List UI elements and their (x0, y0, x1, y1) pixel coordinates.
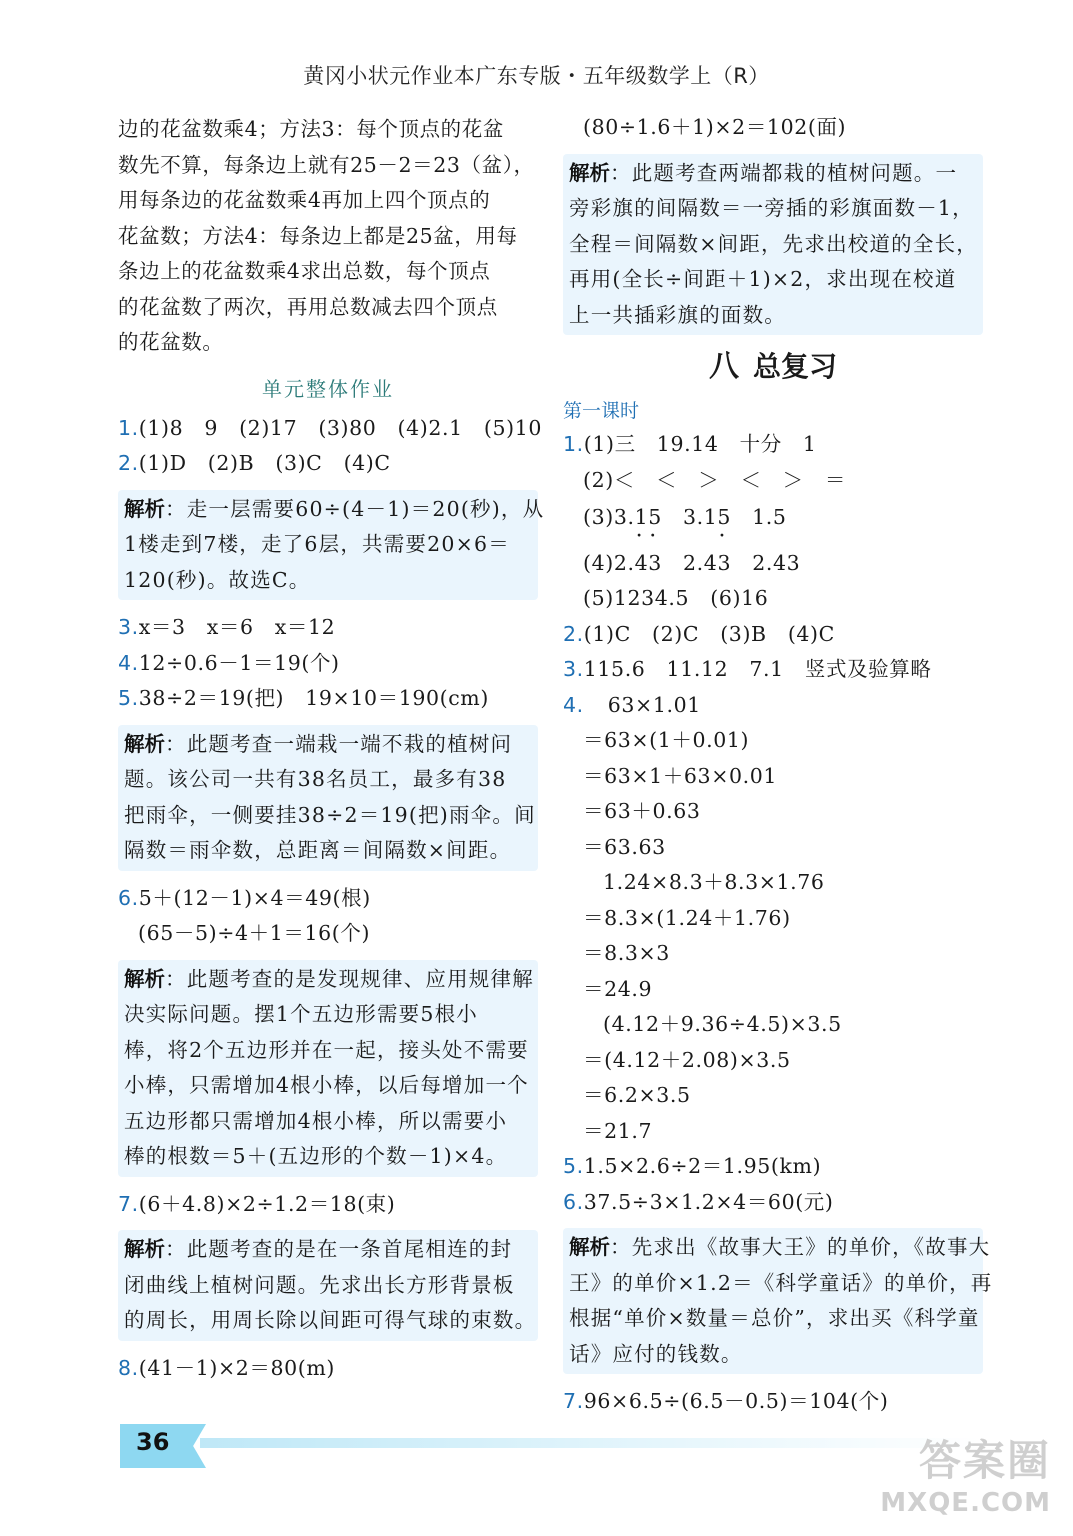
answer-2 (563, 617, 983, 653)
answer-text: 2.4 (661, 550, 718, 575)
question-number: 2. (563, 621, 584, 646)
answer-text: 38÷2＝19(把) 19×10＝190(cm) (138, 686, 489, 710)
answer-1 (118, 411, 543, 447)
text-line: 五边形都只需增加4根小棒，所以需要小 (124, 1108, 508, 1133)
answer-text: (1)8 9 (2)17 (3)80 (4)2.1 (5)10 (138, 415, 543, 440)
analysis-label: 解析 (569, 1235, 610, 1259)
text-line: 条边上的花盆数乘4求出总数，每个顶点 (118, 259, 491, 283)
answer-text: 5＋(12－1)×4＝49(根) (138, 885, 371, 910)
page-number: 36 (136, 1428, 170, 1456)
page-header: 黄冈小状元作业本广东专版・五年级数学上（R） (303, 64, 770, 88)
unit-homework-subtitle: 单元整体作业 (262, 376, 394, 401)
answer-text: (65－5)÷4＋1＝16(个) (138, 921, 371, 945)
question-number: 8. (118, 1355, 139, 1380)
answer-4 (563, 688, 983, 724)
watermark (880, 1428, 1051, 1518)
repeat-digit: · 3 (717, 546, 731, 582)
calc-step: ＝63×(1＋0.01) (583, 728, 750, 752)
calc-step: ＝(4.12＋2.08)×3.5 (583, 1047, 791, 1072)
answer-7 (118, 1187, 538, 1223)
question-number: 3. (563, 657, 584, 681)
answer-5 (118, 681, 538, 717)
answer-text: (6＋4.8)×2÷1.2＝18(束) (138, 1191, 396, 1216)
answer-text: 96×6.5÷(6.5－0.5)＝104(个) (583, 1389, 889, 1413)
analysis-label: 解析 (569, 160, 610, 185)
answer-text: (1)三 19.14 十分 1 (583, 432, 817, 456)
text-line: 话》应付的钱数。 (569, 1341, 743, 1366)
answer-text: (2)＜ ＜ ＞ ＜ ＞ ＝ (583, 467, 846, 492)
text-line: 再用(全长÷间距＋1)×2，求出现在校道 (569, 267, 957, 291)
answer-7 (563, 1384, 983, 1420)
text-line: 决实际问题。摆1个五边形需要5根小 (124, 1002, 478, 1026)
text-line: 隔数＝雨伞数，总距离＝间隔数×间距。 (124, 838, 512, 862)
answer-3 (563, 652, 983, 688)
analysis-label: 解析 (124, 966, 165, 991)
footer-decoration (200, 1438, 980, 1448)
calc-step: ＝21.7 (583, 1118, 653, 1143)
answer-text: 1.5×2.6÷2＝1.95(km) (583, 1154, 822, 1178)
calc-step: ＝6.2×3.5 (583, 1083, 691, 1107)
text-line: 把雨伞，一侧要挂38÷2＝19(把)雨伞。间 (124, 802, 536, 827)
analysis-block (118, 960, 538, 1177)
analysis-block (118, 1230, 538, 1341)
analysis-label: 解析 (124, 496, 165, 521)
question-number: 6. (563, 1189, 584, 1214)
calc-step: ＝24.9 (583, 976, 653, 1001)
analysis-block (563, 154, 983, 336)
calc-step: ＝63×1＋63×0.01 (583, 763, 778, 788)
question-number: 6. (118, 885, 139, 910)
text-line: 数先不算，每条边上就有25－2＝23（盆）， (118, 152, 535, 177)
text-line: ：先求出《故事大王》的单价，《故事大 (610, 1235, 991, 1259)
answer-text: x＝3 x＝6 x＝12 (138, 615, 336, 639)
repeating-decimal-answer (563, 546, 983, 582)
text-line: 1楼走到7楼，走了6层，共需要20×6＝ (124, 532, 510, 556)
right-column (563, 110, 993, 1420)
text-line: ：此题考查的是在一条首尾相连的封 (165, 1237, 513, 1261)
answer-6 (118, 881, 538, 917)
answer-text: (3)3.15 3.15 1.5 (583, 505, 787, 529)
analysis-block (118, 490, 545, 601)
text-line: 棒，将2个五边形并在一起，接头处不需要 (124, 1037, 529, 1062)
text-line: 花盆数；方法4：每条边上都是25盆，用每 (118, 223, 518, 248)
question-number: 7. (563, 1389, 584, 1413)
answer-text: (41－1)×2＝80(m) (138, 1355, 336, 1380)
calc-step: ＝63.63 (583, 834, 666, 859)
answer-3 (118, 610, 538, 646)
analysis-label: 解析 (124, 731, 165, 756)
question-number: 5. (118, 686, 139, 710)
calc-step: ＝63＋0.63 (583, 799, 701, 823)
text-line: ：此题考查两端都栽的植树问题。一 (610, 160, 958, 185)
calc-step: ＝8.3×(1.24＋1.76) (583, 905, 791, 930)
text-line: 棒的根数＝5＋(五边形的个数－1)×4。 (124, 1144, 508, 1168)
text-line: 闭曲线上植树问题。先求出长方形背景板 (124, 1272, 515, 1297)
question-number: 3. (118, 615, 139, 639)
calc-expression: 1.24×8.3＋8.3×1.76 (603, 870, 825, 894)
question-number: 5. (563, 1154, 584, 1178)
text-line: ：此题考查的是发现规律、应用规律解 (165, 966, 534, 991)
question-number: 4. (118, 650, 139, 675)
text-line: 小棒，只需增加4根小棒，以后每增加一个 (124, 1073, 529, 1097)
question-number: 7. (118, 1191, 139, 1216)
answer-8 (118, 1351, 538, 1387)
answer-text: 12÷0.6－1＝19(个) (138, 650, 340, 675)
lesson-label: 第一课时 (563, 400, 640, 422)
answer-text: 37.5÷3×1.2×4＝60(元) (583, 1189, 834, 1214)
repeat-digit: · 4 (635, 546, 649, 582)
question-number: 1. (563, 432, 584, 456)
text-line: 根据“单价×数量＝总价”，求出买《科学童 (569, 1306, 980, 1330)
calc-expression: (4.12＋9.36÷4.5)×3.5 (603, 1012, 842, 1036)
text-line: 的花盆数。 (118, 330, 224, 354)
answer-text: 2.43 (731, 550, 801, 575)
question-number: 2. (118, 451, 139, 475)
question-number: 4. (563, 692, 584, 717)
answer-text: (1)D (2)B (3)C (4)C (138, 451, 391, 475)
answer-2 (118, 446, 538, 482)
text-line: 王》的单价×1.2＝《科学童话》的单价，再 (569, 1270, 993, 1295)
section-title (563, 345, 983, 395)
text-line: 的周长，用周长除以间距可得气球的束数。 (124, 1308, 537, 1332)
calc-step: ＝8.3×3 (583, 941, 670, 965)
answer-text: (80÷1.6＋1)×2＝102(面) (583, 115, 847, 139)
answer-1 (563, 427, 983, 463)
watermark-logo: 答案圈 (918, 1436, 1051, 1485)
text-line: 的花盆数了两次，再用总数减去四个顶点 (118, 294, 498, 319)
text-line: 上一共插彩旗的面数。 (569, 302, 786, 327)
section-number: 八 (708, 349, 739, 384)
answer-text: 115.6 11.12 7.1 竖式及验算略 (583, 657, 932, 681)
repeat-digit: · 3 (648, 546, 662, 582)
left-column (118, 112, 545, 1386)
text-line: ：走一层需要60÷(4－1)＝20(秒)，从 (165, 496, 545, 521)
watermark-url: MXQE.COM (880, 1488, 1051, 1518)
text-line: 120(秒)。故选C。 (124, 567, 311, 592)
text-line: 边的花盆数乘4；方法3：每个顶点的花盆 (118, 117, 504, 141)
answer-text: 63×1.01 (607, 692, 701, 717)
answer-text: (4)2. (583, 550, 635, 575)
text-line: 题。该公司一共有38名员工，最多有38 (124, 767, 507, 791)
text-line: 用每条边的花盆数乘4再加上四个顶点的 (118, 188, 491, 212)
answer-4 (118, 646, 538, 682)
text-line: 全程＝间隔数×间距，先求出校道的全长， (569, 231, 978, 256)
text-line: 旁彩旗的间隔数＝一旁插的彩旗面数－1， (569, 196, 974, 220)
text-line: ：此题考查一端栽一端不栽的植树问 (165, 731, 513, 756)
answer-text: (5)1234.5 (6)16 (583, 586, 769, 610)
answer-text: (1)C (2)C (3)B (4)C (583, 621, 835, 646)
analysis-block (118, 725, 538, 871)
analysis-label: 解析 (124, 1237, 165, 1261)
intro-text (118, 112, 538, 361)
analysis-block (563, 1228, 993, 1374)
answer-5 (563, 1149, 983, 1185)
answer-6 (563, 1185, 983, 1221)
section-name: 总复习 (752, 350, 837, 383)
question-number: 1. (118, 415, 139, 440)
